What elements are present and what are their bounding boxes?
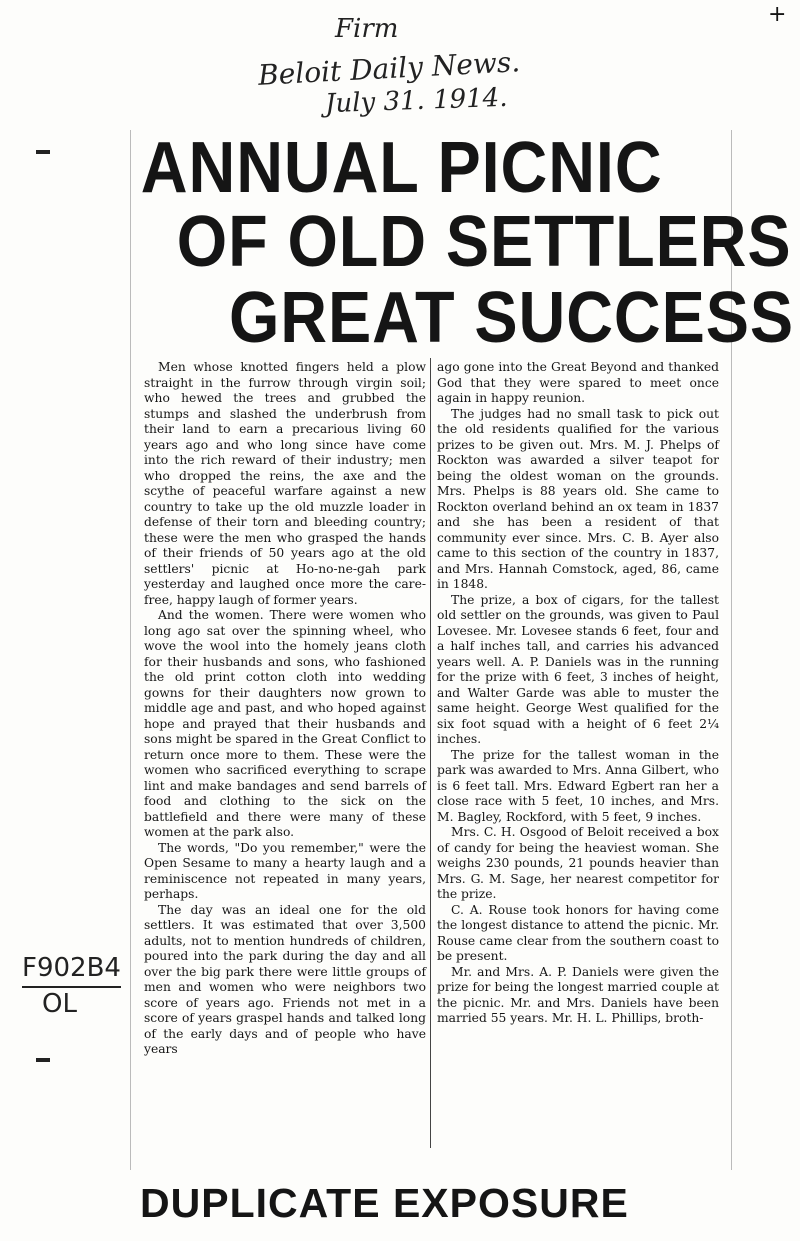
duplicate-exposure-banner: DUPLICATE EXPOSURE xyxy=(140,1180,629,1226)
archive-code-line-1: F902B4 xyxy=(22,952,121,988)
column-rule xyxy=(430,358,431,1148)
article-paragraph: ago gone into the Great Beyond and thanked God that they were spared to meet once again in happy reunion. xyxy=(437,360,719,405)
headline-line-2: OF OLD SETTLERS xyxy=(176,202,792,282)
handwritten-note-firm: Firm xyxy=(335,14,399,44)
headline-line-3: GREAT SUCCESS xyxy=(229,278,794,358)
article-paragraph: Mrs. C. H. Osgood of Beloit received a box of candy for being the heaviest woman. She weighs 230 pounds, 21 pounds heavier than Mrs. G. M. Sage, her nearest competitor for the prize. xyxy=(437,825,719,901)
article-paragraph: And the women. There were women who long ago sat over the spinning wheel, who wove the wool into the homely jeans cloth for their husbands and sons, who fashioned the old print cotton cloth into wedding gowns for their daughters now grown to middle age and past, and who hoped against hope and prayed that their husbands and sons might be spared in the Great Conflict to return once more to them. These were the women who sacrificed everything to scrape lint and make bandages and send barrels of food and clothing to the sick on the battlefield and there were many of these women at the park also. xyxy=(144,608,426,839)
article-column-left xyxy=(144,360,426,1058)
article-paragraph: The prize for the tallest woman in the park was awarded to Mrs. Anna Gilbert, who is 6 feet tall. Mrs. Edward Egbert ran her a close race with 5 feet, 10 inches, and Mrs. M. Bagley, Rockford, with 5 feet, 9 inches. xyxy=(437,747,719,824)
article-paragraph: The judges had no small task to pick out the old residents qualified for the various prizes to be given out. Mrs. M. J. Phelps of Rockton was awarded a silver teapot for being the oldest woman on the grounds. Mrs. Phelps is 88 years old. She came to Rockton overland behind an ox team in 1837 and she has been a resident of that community ever since. Mrs. C. B. Ayer also came to this section of the country in 1837, and Mrs. Hannah Comstock, aged, 86, came in 1848. xyxy=(437,406,719,591)
article-paragraph: Men whose knotted fingers held a plow straight in the furrow through virgin soil; who hewed the trees and grubbed the stumps and slashed the underbrush from their land to earn a precarious living 60 years ago and who long since have come into the rich reward of their industry; men who dropped the reins, the axe and the scythe of peaceful warfare against a new country to take up the old muzzle loader in defense of their torn and bleeding country; these were the men who grasped the hands of their friends of 50 years ago at the old settlers' picnic at Ho-no-ne-gah park yesterday and laughed once more the care-free, happy laugh of former years. xyxy=(144,360,426,607)
edge-punch-mark-top xyxy=(36,150,50,154)
archive-code-line-2: OL xyxy=(42,989,77,1019)
handwritten-note-date: July 31. 1914. xyxy=(324,82,508,120)
article-paragraph: The words, "Do you remember," were the Open Sesame to many a hearty laugh and a reminiscence not repeated in many years, perhaps. xyxy=(144,840,426,901)
headline-line-1: ANNUAL PICNIC xyxy=(140,128,663,208)
article-paragraph: The prize, a box of cigars, for the tallest old settler on the grounds, was given to Paul Lovesee. Mr. Lovesee stands 6 feet, four and a half inches tall, and carries his advanced years well. A. P. Daniels was in the running for the prize with 6 feet, 3 inches of height, and Walter Garde was able to muster the same height. George West qualified for the six foot squad with a height of 6 feet 2¼ inches. xyxy=(437,592,719,746)
headline xyxy=(130,128,794,358)
article-paragraph: The day was an ideal one for the old settlers. It was estimated that over 3,500 adults, not to mention hundreds of children, poured into the park during the day and all over the big park there were little groups of men and women who were neighbors two score of years ago. Friends not met in a score of years graspel hands and talked long of the early days and of people who have years xyxy=(144,902,426,1056)
handwritten-note-source: Beloit Daily News. xyxy=(257,45,521,92)
archive-margin-code xyxy=(22,952,121,1020)
article-column-right xyxy=(437,360,719,1027)
edge-punch-mark-bottom xyxy=(36,1058,50,1062)
article-paragraph: Mr. and Mrs. A. P. Daniels were given the prize for being the longest married couple at the picnic. Mr. and Mrs. Daniels have been married 55 years. Mr. H. L. Phillips, broth- xyxy=(437,964,719,1025)
article-paragraph: C. A. Rouse took honors for having come the longest distance to attend the picnic. Mr. Rouse came clear from the southern coast to be present. xyxy=(437,902,719,963)
corner-registration-mark: + xyxy=(768,2,787,27)
